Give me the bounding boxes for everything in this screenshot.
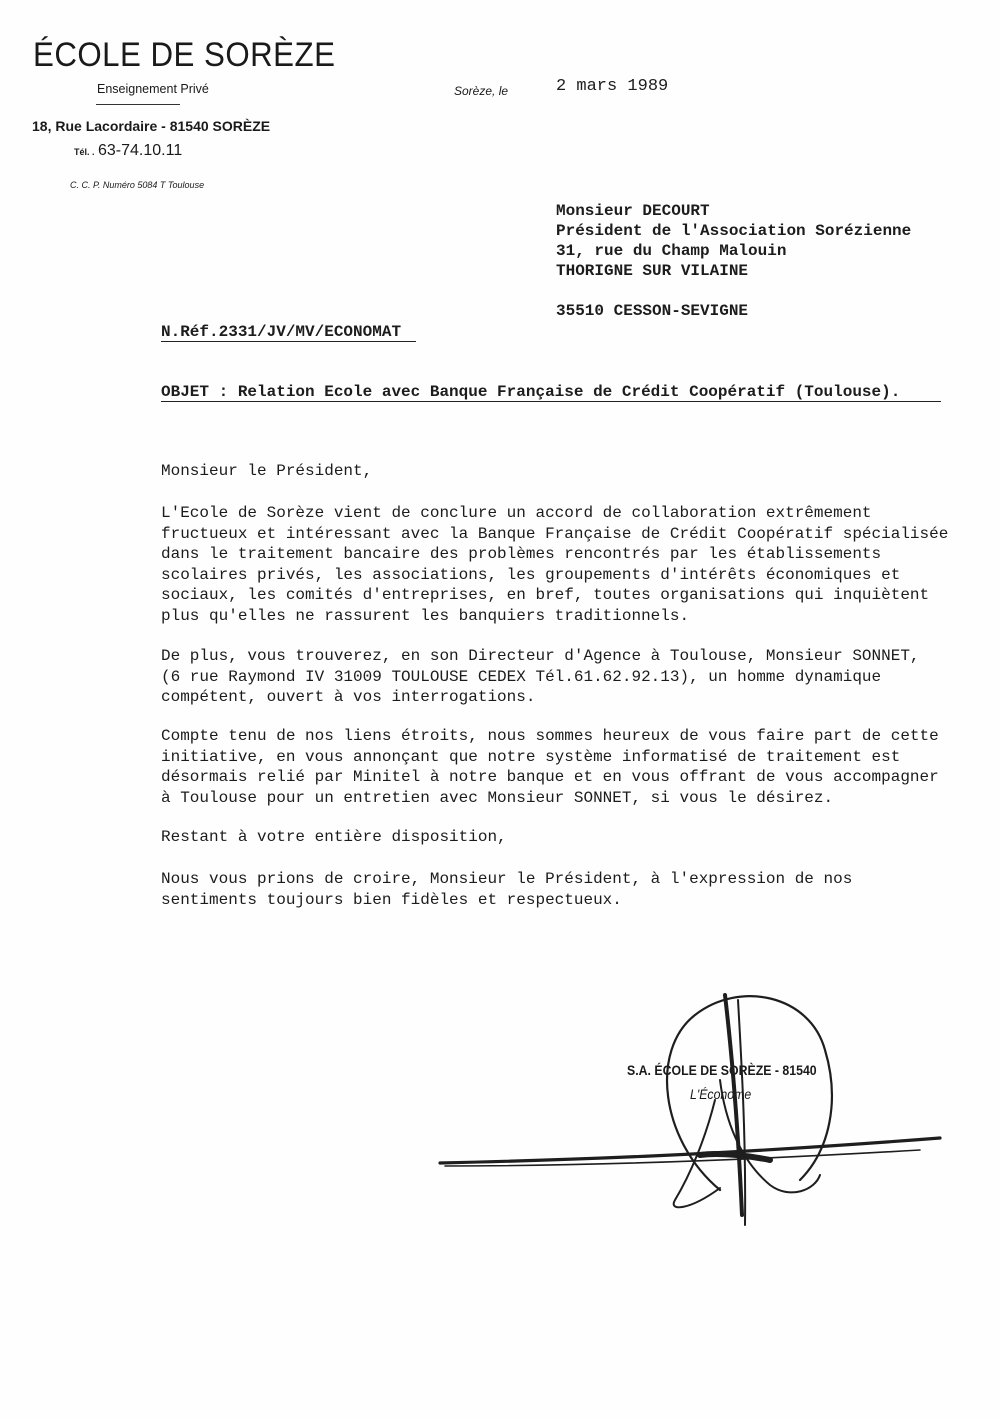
closing-paragraph: [161, 869, 991, 910]
paragraph-3: [161, 726, 991, 808]
text-line: Compte tenu de nos liens étroits, nous sommes heureux de vous faire part de cette: [161, 727, 939, 745]
letterhead-divider: [96, 104, 180, 105]
text-line: sentiments toujours bien fidèles et respectueux.: [161, 890, 622, 909]
reference-underline: [161, 341, 416, 342]
recipient-line: 31, rue du Champ Malouin: [556, 242, 787, 260]
text-line: initiative, en vous annonçant que notre système informatisé de traitement est: [161, 747, 901, 766]
text-line: plus qu'elles ne rassurent les banquiers traditionnels.: [161, 606, 690, 625]
text-line: dans le traitement bancaire des problèmes rencontrés par les établissements: [161, 545, 882, 563]
subject-underline: [161, 401, 941, 402]
school-telephone: 63-74.10.11: [98, 142, 183, 159]
text-line: L'Ecole de Sorèze vient de conclure un accord de collaboration extrêmement: [161, 504, 872, 522]
school-ccp: C. C. P. Numéro 5084 T Toulouse: [70, 180, 205, 190]
text-line: à Toulouse pour un entretien avec Monsieur SONNET, si vous le désirez.: [161, 788, 834, 807]
school-subtitle: Enseignement Privé: [97, 82, 209, 96]
school-tel-label: Tél. .: [74, 147, 95, 157]
recipient-city: 35510 CESSON-SEVIGNE: [556, 302, 749, 320]
paragraph-2: [161, 646, 991, 708]
text-line: Restant à votre entière disposition,: [161, 828, 507, 846]
text-line: désormais relié par Minitel à notre banque et en vous offrant de vous accompagner: [161, 768, 939, 786]
text-line: (6 rue Raymond IV 31009 TOULOUSE CEDEX Tél.61.62.92.13), un homme dynamique: [161, 667, 882, 686]
school-name: ÉCOLE DE SORÈZE: [33, 36, 336, 74]
paragraph-4: [161, 827, 991, 848]
recipient-line: Monsieur DECOURT: [556, 202, 710, 220]
stamp-company: S.A. ÉCOLE DE SORÈZE - 81540: [627, 1062, 817, 1078]
text-line: Nous vous prions de croire, Monsieur le Président, à l'expression de nos: [161, 870, 853, 888]
school-address: 18, Rue Lacordaire - 81540 SORÈZE: [32, 118, 271, 134]
recipient-address: [556, 201, 911, 281]
handwritten-signature: [420, 960, 960, 1260]
text-line: De plus, vous trouverez, en son Directeur d'Agence à Toulouse, Monsieur SONNET,: [161, 647, 920, 665]
date-place: Sorèze, le: [454, 84, 509, 98]
text-line: compétent, ouvert à vos interrogations.: [161, 688, 536, 706]
stamp-title: L'Économe: [690, 1086, 752, 1102]
letter-date: 2 mars 1989: [556, 77, 669, 96]
text-line: sociaux, les comités d'entreprises, en bref, toutes organisations qui inquiètent: [161, 586, 930, 604]
paragraph-1: [161, 503, 991, 626]
recipient-line: Président de l'Association Sorézienne: [556, 222, 912, 240]
text-line: scolaires privés, les associations, les groupements d'intérêts économiques et: [161, 565, 901, 584]
reference-number: N.Réf.2331/JV/MV/ECONOMAT: [161, 323, 402, 341]
recipient-line: THORIGNE SUR VILAINE: [556, 262, 749, 280]
salutation: [161, 461, 991, 482]
text-line: fructueux et intéressant avec la Banque Française de Crédit Coopératif spécialisée: [161, 524, 949, 543]
subject-line: OBJET : Relation Ecole avec Banque Française de Crédit Coopératif (Toulouse).: [161, 383, 901, 401]
salutation-text: Monsieur le Président,: [161, 462, 373, 480]
